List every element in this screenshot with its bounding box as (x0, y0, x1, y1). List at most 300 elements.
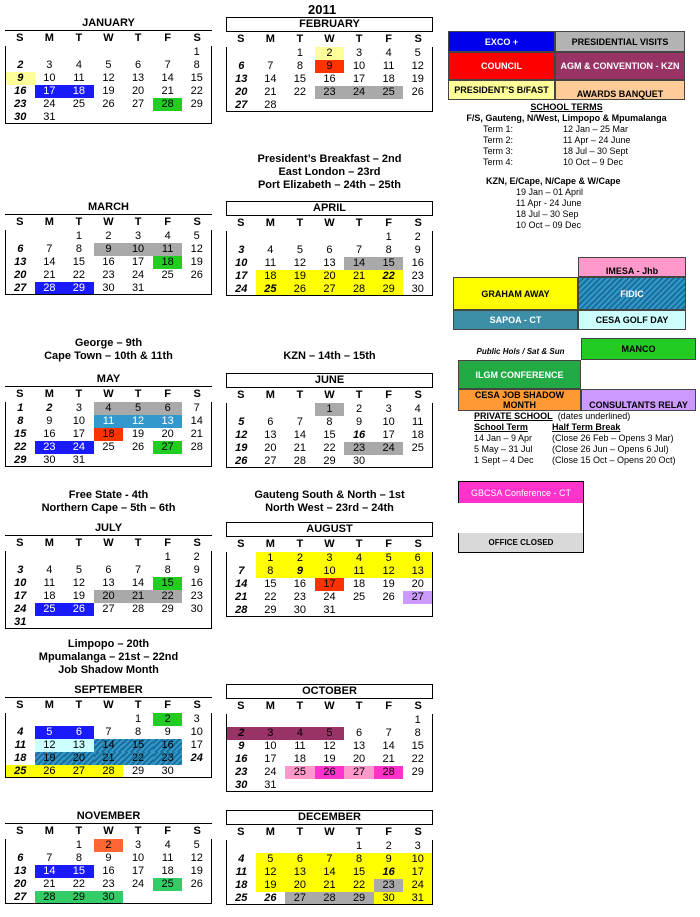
weekday-label: T (134, 32, 142, 44)
day-cell: 9 (46, 415, 53, 427)
day-cell: 25 (153, 878, 183, 891)
day-cell: 18 (352, 578, 366, 590)
day-cell: 21 (293, 442, 307, 454)
day-cell: 7 (267, 60, 274, 72)
day-cell: 27 (226, 99, 256, 112)
day-cell: 26 (35, 765, 65, 778)
day-cell: 1 (356, 840, 363, 852)
day-cell: 11 (94, 415, 124, 428)
day-cell: 22 (5, 441, 35, 454)
empty-cell (344, 99, 374, 112)
day-cell: 21 (43, 878, 56, 890)
day-cell: 30 (226, 779, 256, 792)
day-cell: 7 (135, 564, 142, 576)
empty-cell (153, 891, 183, 904)
weekday-label: T (355, 217, 363, 229)
day-cell: 14 (344, 257, 374, 270)
weekday-label: W (324, 217, 335, 229)
empty-cell (315, 99, 345, 112)
note-line: Limpopo – 20th (67, 638, 150, 650)
day-cell: 9 (94, 243, 124, 256)
empty-cell (403, 779, 433, 792)
day-cell: 29 (374, 283, 404, 296)
empty-cell (344, 604, 374, 617)
day-cell: 13 (403, 565, 433, 578)
weekday-label: S (414, 389, 422, 401)
day-cell: 13 (352, 740, 366, 752)
day-cell: 14 (35, 865, 65, 878)
day-cell: 18 (64, 85, 94, 98)
day-cell: 6 (5, 243, 35, 256)
day-cell: 9 (105, 852, 112, 864)
day-cell: 8 (256, 565, 286, 578)
notes-march (5, 337, 212, 363)
day-cell: 2 (5, 59, 35, 72)
note-line: North West – 23rd – 24th (265, 502, 394, 514)
legend-graham: GRAHAM AWAY (453, 277, 578, 310)
day-cell: 25 (256, 283, 286, 296)
day-cell: 3 (135, 230, 142, 242)
day-cell: 16 (323, 73, 336, 85)
day-cell: 8 (5, 415, 35, 428)
term-row (483, 124, 685, 135)
weekday-label: S (16, 537, 24, 549)
day-cell: 20 (94, 590, 124, 603)
term-dates: 12 Jan – 25 Mar (563, 124, 629, 134)
weekday-label: W (103, 32, 114, 44)
empty-cell (64, 713, 94, 726)
empty-cell (256, 714, 286, 727)
day-cell: 30 (94, 891, 124, 904)
empty-cell (256, 231, 286, 244)
empty-cell (94, 46, 124, 59)
empty-cell (344, 714, 374, 727)
day-cell: 25 (35, 603, 65, 616)
day-cell: 4 (385, 47, 392, 59)
day-cell: 24 (264, 766, 277, 778)
weekday-label: T (355, 826, 363, 838)
legend-golf: CESA GOLF DAY (578, 310, 686, 330)
weekday-label: F (385, 826, 392, 838)
private-break: (Close 26 Jun – Opens 6 Jul) (552, 444, 669, 454)
day-cell: 24 (344, 86, 374, 99)
day-cell: 29 (315, 455, 345, 468)
day-cell: 23 (5, 98, 35, 111)
day-cell: 31 (5, 616, 35, 629)
day-cell: 22 (293, 86, 307, 98)
month-title: SEPTEMBER (5, 684, 212, 698)
weekday-label: M (44, 699, 54, 711)
empty-cell (35, 839, 65, 852)
day-cell: 27 (403, 591, 433, 604)
empty-cell (344, 779, 374, 792)
day-cell: 24 (403, 879, 433, 892)
day-cell: 23 (344, 442, 374, 455)
days-grid (226, 840, 433, 905)
day-cell: 16 (102, 865, 115, 877)
empty-cell (256, 840, 286, 853)
day-cell: 3 (385, 403, 392, 415)
day-cell: 26 (382, 591, 395, 603)
weekday-label: W (103, 825, 114, 837)
private-school-title: PRIVATE SCHOOL (474, 411, 553, 421)
day-cell: 14 (131, 577, 145, 589)
term-label: Term 2: (483, 135, 514, 145)
day-cell: 14 (43, 256, 56, 268)
day-cell: 30 (344, 455, 374, 468)
day-cell: 3 (403, 840, 433, 853)
weekday-label: T (134, 216, 142, 228)
day-cell: 30 (403, 283, 433, 296)
term-dates: 19 Jan – 01 April (516, 187, 584, 197)
day-cell: 10 (123, 243, 153, 256)
day-cell: 27 (102, 603, 115, 615)
day-cell: 10 (43, 72, 56, 84)
day-cell: 26 (256, 892, 286, 905)
day-cell: 20 (161, 428, 174, 440)
day-cell: 30 (94, 282, 124, 295)
legend-presidential: PRESIDENTIAL VISITS (555, 31, 685, 52)
weekday-label: T (134, 388, 142, 400)
day-cell: 12 (226, 429, 256, 442)
month-title: OCTOBER (226, 684, 433, 699)
private-row (474, 455, 700, 466)
terms2-list (448, 187, 685, 231)
weekday-label: S (193, 216, 201, 228)
day-cell: 1 (5, 402, 35, 415)
month-july (5, 522, 212, 629)
weekday-label: M (44, 537, 54, 549)
day-cell: 14 (293, 429, 307, 441)
day-cell: 14 (161, 72, 174, 84)
term-dates: 11 Apr – 24 June (563, 135, 631, 145)
term-label: Term 3: (483, 146, 514, 156)
legend-fidic: FIDIC (578, 277, 686, 310)
weekday-label: F (164, 216, 171, 228)
day-cell: 25 (374, 86, 404, 99)
day-cell: 14 (182, 415, 212, 428)
day-cell: 10 (182, 726, 212, 739)
day-cell: 4 (344, 552, 374, 565)
day-cell: 8 (182, 59, 212, 72)
weekday-label: S (193, 825, 201, 837)
weekday-label: M (44, 216, 54, 228)
day-cell: 19 (285, 270, 315, 283)
term-row (483, 157, 685, 168)
day-cell: 20 (264, 442, 277, 454)
weekday-label: M (44, 388, 54, 400)
weekday-label: M (44, 32, 54, 44)
day-cell: 24 (131, 269, 145, 281)
days-grid (226, 552, 433, 617)
day-cell: 2 (226, 727, 256, 740)
day-cell: 23 (403, 270, 433, 283)
day-cell: 27 (256, 455, 286, 468)
day-cell: 28 (94, 765, 124, 778)
empty-cell (153, 616, 183, 629)
day-cell: 19 (72, 590, 86, 602)
day-cell: 1 (256, 552, 286, 565)
day-cell: 22 (153, 590, 183, 603)
day-cell: 3 (356, 47, 363, 59)
day-cell: 7 (296, 416, 303, 428)
day-cell: 17 (5, 590, 35, 603)
day-cell: 17 (131, 256, 145, 268)
empty-cell (5, 46, 35, 59)
day-cell: 13 (64, 739, 94, 752)
weekday-label: W (103, 216, 114, 228)
weekday-label: W (103, 537, 114, 549)
day-cell: 16 (5, 85, 35, 98)
day-cell: 4 (226, 853, 256, 866)
empty-cell (374, 779, 404, 792)
weekday-header (5, 536, 212, 551)
day-cell: 20 (5, 878, 35, 891)
day-cell: 3 (5, 564, 35, 577)
weekday-label: T (75, 216, 83, 228)
day-cell: 13 (323, 257, 336, 269)
empty-cell (374, 604, 404, 617)
legend-relay: CONSULTANTS RELAY (581, 389, 696, 411)
day-cell: 11 (43, 577, 56, 589)
day-cell: 30 (153, 765, 183, 778)
day-cell: 28 (182, 441, 212, 454)
day-cell: 26 (64, 603, 94, 616)
day-cell: 16 (293, 578, 307, 590)
day-cell: 10 (131, 852, 145, 864)
day-cell: 20 (5, 269, 35, 282)
day-cell: 28 (35, 282, 65, 295)
weekday-header (5, 698, 212, 713)
day-cell: 25 (72, 98, 86, 110)
empty-cell (94, 111, 124, 124)
month-title: JULY (5, 522, 212, 536)
day-cell: 8 (164, 564, 171, 576)
day-cell: 24 (323, 591, 336, 603)
month-june (226, 373, 433, 468)
weekday-label: S (16, 388, 24, 400)
empty-cell (285, 840, 315, 853)
day-cell: 11 (226, 866, 256, 879)
day-cell: 30 (285, 604, 315, 617)
weekday-label: S (414, 700, 422, 712)
day-cell: 12 (102, 72, 115, 84)
day-cell: 5 (75, 564, 82, 576)
weekday-label: S (193, 537, 201, 549)
day-cell: 13 (264, 429, 277, 441)
day-cell: 26 (102, 98, 115, 110)
empty-cell (94, 454, 124, 467)
day-cell: 24 (374, 442, 404, 455)
day-cell: 16 (403, 257, 433, 270)
weekday-label: S (193, 388, 201, 400)
day-cell: 1 (315, 403, 345, 416)
day-cell: 4 (75, 59, 82, 71)
weekday-label: T (134, 699, 142, 711)
day-cell: 4 (267, 244, 274, 256)
empty-cell (344, 231, 374, 244)
day-cell: 19 (403, 73, 433, 86)
empty-cell (374, 455, 404, 468)
weekday-label: S (193, 699, 201, 711)
day-cell: 25 (403, 442, 433, 455)
weekday-label: M (265, 217, 275, 229)
day-cell: 12 (374, 565, 404, 578)
weekday-label: M (265, 33, 275, 45)
empty-cell (226, 552, 256, 565)
day-cell: 4 (94, 402, 124, 415)
day-cell: 8 (385, 244, 392, 256)
day-cell: 5 (226, 416, 256, 429)
day-cell: 6 (326, 244, 333, 256)
month-march (5, 201, 212, 295)
legend-banquet: AWARDS BANQUET (555, 80, 685, 100)
weekday-label: W (324, 826, 335, 838)
days-grid (226, 47, 433, 112)
empty-cell (35, 616, 65, 629)
weekday-label: T (355, 700, 363, 712)
day-cell: 12 (323, 740, 336, 752)
month-title: FEBRUARY (226, 17, 433, 32)
empty-cell (182, 765, 212, 778)
day-cell: 17 (226, 270, 256, 283)
weekday-label: M (265, 826, 275, 838)
day-cell: 27 (344, 766, 374, 779)
weekday-label: T (75, 825, 83, 837)
private-col-break: Half Term Break (552, 422, 621, 432)
weekday-label: T (355, 389, 363, 401)
empty-cell (315, 840, 345, 853)
weekday-label: S (16, 825, 24, 837)
weekday-label: M (44, 825, 54, 837)
term-row (483, 146, 685, 157)
day-cell: 4 (164, 230, 171, 242)
day-cell: 13 (5, 865, 35, 878)
empty-cell (35, 551, 65, 564)
day-cell: 10 (315, 565, 345, 578)
weekday-label: T (75, 388, 83, 400)
empty-cell (5, 839, 35, 852)
day-cell: 13 (226, 73, 256, 86)
private-break: (Close 26 Feb – Opens 3 Mar) (552, 433, 674, 443)
day-cell: 28 (35, 891, 65, 904)
day-cell: 5 (35, 726, 65, 739)
day-cell: 6 (135, 59, 142, 71)
day-cell: 26 (315, 766, 345, 779)
day-cell: 18 (382, 73, 395, 85)
day-cell: 14 (315, 866, 345, 879)
day-cell: 25 (226, 892, 256, 905)
day-cell: 20 (352, 753, 366, 765)
day-cell: 16 (226, 753, 256, 766)
empty-cell (226, 231, 256, 244)
day-cell: 19 (323, 753, 336, 765)
day-cell: 27 (64, 765, 94, 778)
day-cell: 20 (226, 86, 256, 99)
empty-cell (374, 714, 404, 727)
weekday-label: S (193, 32, 201, 44)
weekday-label: T (296, 389, 304, 401)
day-cell: 29 (5, 454, 35, 467)
legend-manco: MANCO (581, 338, 696, 360)
day-cell: 6 (267, 416, 274, 428)
day-cell: 5 (296, 244, 303, 256)
day-cell: 3 (135, 839, 142, 851)
day-cell: 24 (64, 441, 94, 454)
day-cell: 9 (164, 726, 171, 738)
day-cell: 24 (182, 752, 212, 765)
day-cell: 21 (161, 85, 174, 97)
day-cell: 7 (46, 243, 53, 255)
day-cell: 11 (294, 740, 306, 752)
empty-cell (285, 714, 315, 727)
notes-june (226, 489, 433, 515)
day-cell: 25 (5, 765, 35, 778)
day-cell: 16 (102, 256, 115, 268)
day-cell: 20 (64, 752, 94, 765)
day-cell: 23 (182, 590, 212, 603)
day-cell: 25 (352, 591, 366, 603)
note-line: Northern Cape – 5th – 6th (41, 502, 176, 514)
weekday-label: F (385, 389, 392, 401)
days-grid (5, 402, 212, 467)
day-cell: 5 (123, 402, 153, 415)
weekday-label: M (265, 538, 275, 550)
weekday-label: S (414, 217, 422, 229)
day-cell: 16 (352, 429, 366, 441)
weekday-label: T (296, 33, 304, 45)
legend-ilgm: ILGM CONFERENCE (458, 360, 581, 389)
empty-cell (35, 230, 65, 243)
weekday-header (226, 216, 433, 231)
day-cell: 17 (315, 578, 345, 591)
day-cell: 20 (403, 578, 433, 591)
day-cell: 10 (5, 577, 35, 590)
weekday-label: S (237, 389, 245, 401)
day-cell: 24 (226, 283, 256, 296)
day-cell: 7 (356, 244, 363, 256)
day-cell: 1 (164, 551, 171, 563)
day-cell: 18 (43, 590, 56, 602)
day-cell: 27 (315, 283, 345, 296)
note-line: Job Shadow Month (58, 664, 159, 676)
month-february (226, 17, 433, 112)
day-cell: 28 (153, 98, 183, 111)
day-cell: 19 (382, 578, 395, 590)
day-cell: 17 (72, 428, 86, 440)
day-cell: 4 (164, 839, 171, 851)
day-cell: 19 (102, 85, 115, 97)
days-grid (5, 713, 212, 778)
weekday-label: W (324, 700, 335, 712)
weekday-header (5, 387, 212, 402)
month-august (226, 522, 433, 617)
term-row (483, 135, 685, 146)
day-cell: 5 (403, 47, 433, 60)
day-cell: 13 (102, 577, 115, 589)
day-cell: 1 (182, 46, 212, 59)
note-line: East London – 23rd (278, 166, 381, 178)
day-cell: 27 (5, 282, 35, 295)
days-grid (5, 551, 212, 629)
empty-cell (182, 616, 212, 629)
day-cell: 9 (403, 244, 433, 257)
empty-cell (35, 713, 65, 726)
day-cell: 17 (131, 865, 145, 877)
days-grid (226, 714, 433, 792)
day-cell: 20 (315, 270, 345, 283)
day-cell: 15 (64, 865, 94, 878)
